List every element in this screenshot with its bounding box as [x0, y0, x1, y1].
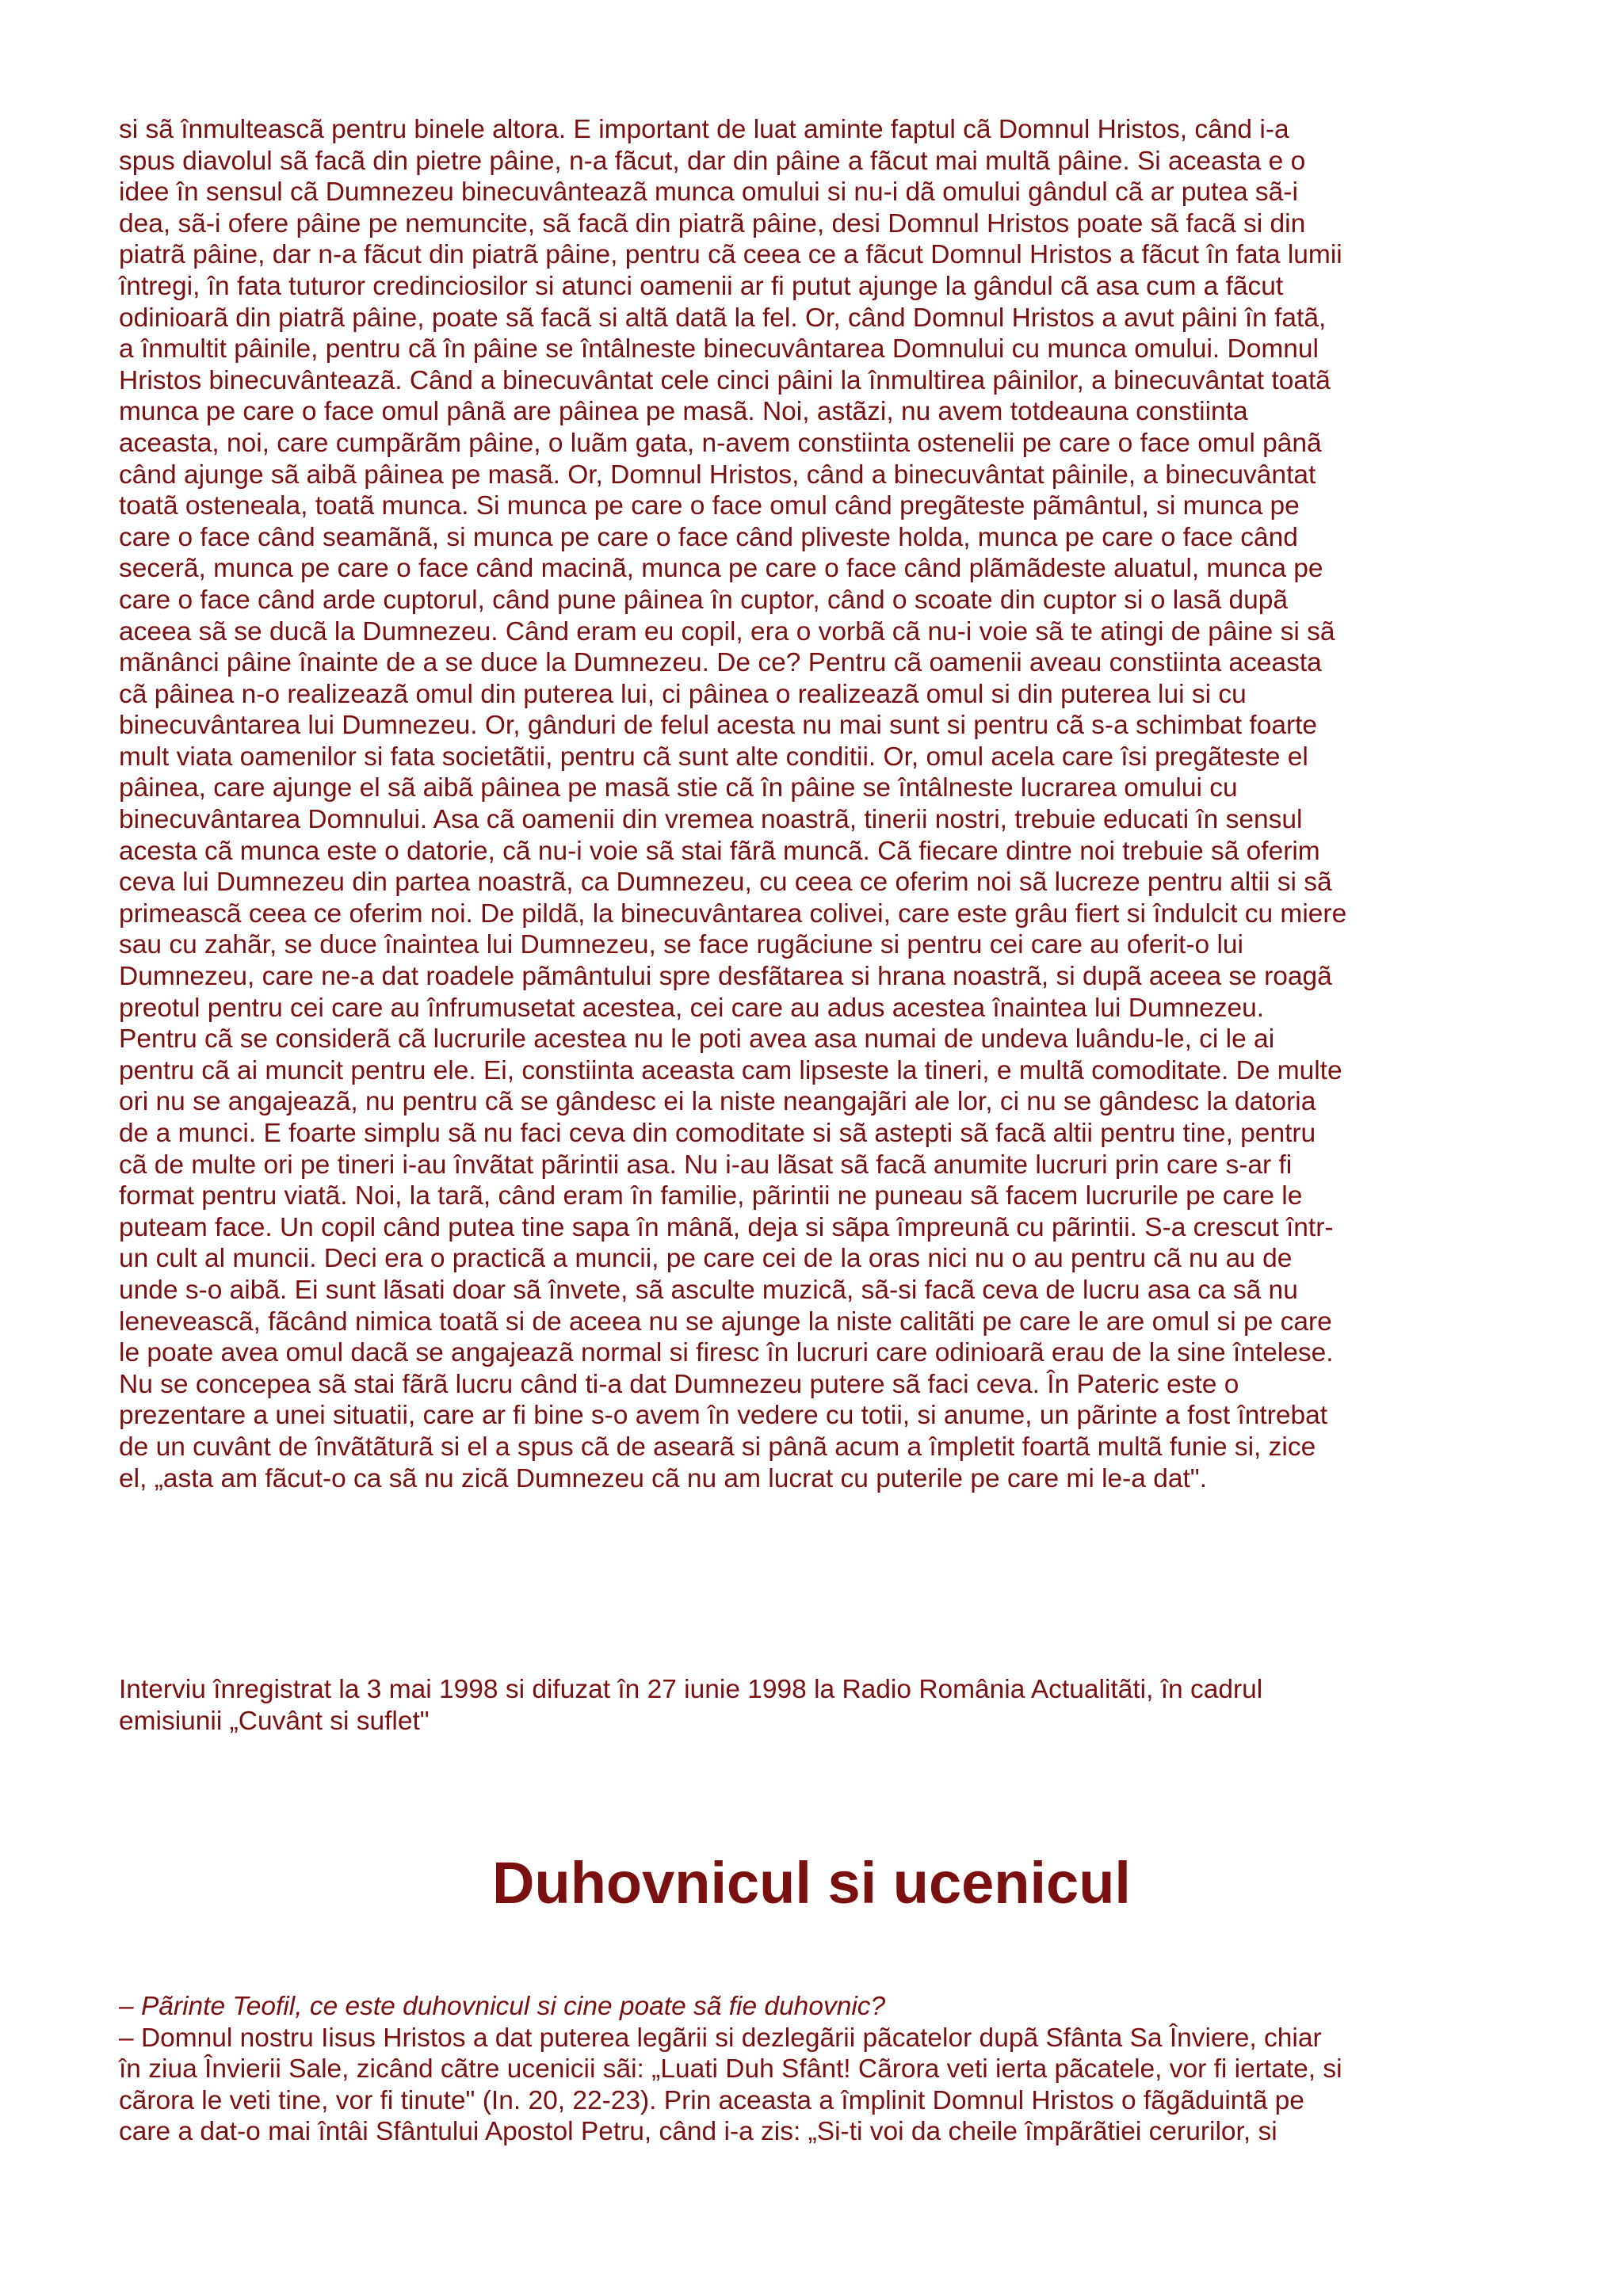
- body-text-line: Pentru cã se considerã cã lucrurile acestea nu le poti avea asa numai de undeva luându-le, ci le ai: [119, 1024, 1275, 1055]
- body-text-line: întregi, în fata tuturor credinciosilor si atunci oamenii ar fi putut ajunge la gândul cã asa cum a fãcut: [119, 271, 1284, 301]
- body-text-line: de un cuvânt de învãtãturã si el a spus cã de asearã si pânã acum a împletit foartã multã funie si, zice: [119, 1432, 1316, 1462]
- answer-text-line: cãrora le veti tine, vor fi tinute" (In. 20, 22-23). Prin aceasta a împlinit Domnul Hristos o fãgãduintã pe: [119, 2085, 1304, 2115]
- broadcast-note: [119, 1674, 1514, 1737]
- body-text-line: le poate avea omul dacã se angajeazã normal si firesc în lucruri care odinioarã erau de la sine întelese.: [119, 1338, 1334, 1368]
- body-text-line: format pentru viatã. Noi, la tarã, când eram în familie, pãrintii ne puneau sã facem lucrurile pe care le: [119, 1181, 1303, 1211]
- body-text-line: spus diavolul sã facã din pietre pâine, n-a fãcut, dar din pâine a fãcut mai multã pâine. Si aceasta e o: [119, 146, 1306, 176]
- note-text-line: emisiunii „Cuvânt si suflet": [119, 1706, 430, 1736]
- body-text-line: cã de multe ori pe tineri i-au învãtat pãrintii asa. Nu i-au lãsat sã facã anumite lucruri prin care s-ar fi: [119, 1150, 1293, 1180]
- body-text-line: si sã înmulteascã pentru binele altora. E important de luat aminte faptul cã Domnul Hristos, când i-a: [119, 115, 1289, 144]
- body-text-line: un cult al muncii. Deci era o practicã a muncii, pe care cei de la oras nici nu o au pentru cã nu au de: [119, 1244, 1293, 1274]
- body-text-line: pentru cã ai muncit pentru ele. Ei, constiinta aceasta cam lipseste la tineri, e multã comoditate. De multe: [119, 1055, 1342, 1085]
- body-text-line: prezentare a unei situatii, care ar fi bine s-o avem în vedere cu totii, si anume, un pãrinte a fost întrebat: [119, 1401, 1328, 1431]
- interview-section: [119, 1991, 1514, 2148]
- body-text-line: munca pe care o face omul pânã are pâinea pe masã. Noi, astãzi, nu avem totdeauna constiinta: [119, 397, 1248, 427]
- answer-text-line: în ziua Învierii Sale, zicând cãtre ucenicii sãi: „Luati Duh Sfânt! Cãrora veti ierta pãcatele, vor fi iertate, si: [119, 2054, 1342, 2084]
- body-text-line: piatrã pâine, dar n-a fãcut din piatrã pâine, pentru cã ceea ce a fãcut Domnul Hristos a fãcut în fata lumii: [119, 240, 1342, 270]
- body-text-line: secerã, munca pe care o face când macinã, munca pe care o face când plãmãdeste aluatul, munca pe: [119, 554, 1323, 584]
- body-text-line: mãnânci pâine înainte de a se duce la Dumnezeu. De ce? Pentru cã oamenii aveau constiinta aceasta: [119, 648, 1322, 678]
- body-text-line: ceva lui Dumnezeu din partea noastrã, ca Dumnezeu, cu ceea ce oferim noi sã lucreze pentru altii si sã: [119, 868, 1332, 898]
- answer-text-line: – Domnul nostru Iisus Hristos a dat puterea legãrii si dezlegãrii pãcatelor dupã Sfânta Sa Înviere, chiar: [119, 2023, 1322, 2053]
- body-text-line: ori nu se angajeazã, nu pentru cã se gândesc ei la niste neangajãri ale lor, ci nu se gândesc la datoria: [119, 1087, 1316, 1117]
- body-text-line: leneveascã, fãcând nimica toatã si de aceea nu se ajunge la niste calitãti pe care le are omul si pe care: [119, 1306, 1332, 1337]
- body-text-line: Nu se concepea sã stai fãrã lucru când ti-a dat Dumnezeu putere sã faci ceva. În Pateric este o: [119, 1369, 1239, 1399]
- body-paragraph: [119, 114, 1514, 1494]
- body-text-line: pâinea, care ajunge el sã aibã pâinea pe masã stie cã în pâine se întâlneste lucrarea omului cu: [119, 773, 1238, 803]
- body-text-line: preotul pentru cei care au înfrumusetat acestea, cei care au adus acestea înaintea lui Dumnezeu.: [119, 993, 1265, 1023]
- body-text-line: idee în sensul cã Dumnezeu binecuvânteazã munca omului si nu-i dã omului gândul cã ar putea sã-i: [119, 177, 1298, 208]
- body-text-line: mult viata oamenilor si fata societãtii, pentru cã sunt alte conditii. Or, omul acela care îsi pregãteste el: [119, 742, 1308, 772]
- body-text-line: acesta cã munca este o datorie, cã nu-i voie sã stai fãrã muncã. Cã fiecare dintre noi trebuie sã oferim: [119, 836, 1320, 866]
- body-text-line: sau cu zahãr, se duce înaintea lui Dumnezeu, se face rugãciune si pentru cei care au oferit-o lui: [119, 930, 1243, 960]
- body-text-line: toatã osteneala, toatã munca. Si munca pe care o face omul când pregãteste pãmântul, si munca pe: [119, 491, 1300, 521]
- body-text-line: primeascã ceea ce oferim noi. De pildã, la binecuvântarea colivei, care este grâu fiert si îndulcit cu miere: [119, 898, 1347, 929]
- body-text-line: binecuvântarea lui Dumnezeu. Or, gânduri de felul acesta nu mai sunt si pentru cã s-a schimbat foarte: [119, 711, 1318, 741]
- interview-question: – Pãrinte Teofil, ce este duhovnicul si cine poate sã fie duhovnic?: [119, 1992, 886, 2021]
- answer-text-line: care a dat-o mai întâi Sfântului Apostol Petru, când i-a zis: „Si-ti voi da cheile împãrãtiei cerurilor, si: [119, 2117, 1277, 2147]
- body-text-line: de a munci. E foarte simplu sã nu faci ceva din comoditate si sã astepti sã facã altii pentru tine, pentru: [119, 1119, 1316, 1148]
- chapter-title: Duhovnicul si ucenicul: [492, 1850, 1131, 1916]
- body-text-line: el, „asta am fãcut-o ca sã nu zicã Dumnezeu cã nu am lucrat cu puterile pe care mi le-a dat".: [119, 1463, 1208, 1493]
- body-text-line: puteam face. Un copil când putea tine sapa în mânã, deja si sãpa împreunã cu pãrintii. S-a crescut într-: [119, 1212, 1334, 1242]
- body-text-line: care o face când arde cuptorul, când pune pâinea în cuptor, când o scoate din cuptor si o lasã dupã: [119, 585, 1288, 615]
- interview-answer: [119, 2023, 1514, 2148]
- body-text-line: a înmultit pâinile, pentru cã în pâine se întâlneste binecuvântarea Domnului cu munca omului. Domnul: [119, 334, 1319, 364]
- body-text-line: dea, sã-i ofere pâine pe nemuncite, sã facã din piatrã pâine, desi Domnul Hristos poate sã facã si din: [119, 208, 1306, 238]
- body-text-line: odinioarã din piatrã pâine, poate sã facã si altã datã la fel. Or, când Domnul Hristos a avut pâini în fatã,: [119, 303, 1327, 333]
- body-text-line: aceasta, noi, care cumpãrãm pâine, o luãm gata, n-avem constiinta ostenelii pe care o face omul pânã: [119, 428, 1322, 458]
- body-text-line: Dumnezeu, care ne-a dat roadele pãmântului spre desfãtarea si hrana noastrã, si dupã aceea se roagã: [119, 962, 1332, 992]
- body-text-line: aceea sã se ducã la Dumnezeu. Când eram eu copil, era o vorbã cã nu-i voie sã te atingi de pâine si sã: [119, 616, 1335, 646]
- body-text-line: binecuvântarea Domnului. Asa cã oamenii din vremea noastrã, tinerii nostri, trebuie educati în sensul: [119, 805, 1303, 835]
- body-text-line: când ajunge sã aibã pâinea pe masã. Or, Domnul Hristos, când a binecuvântat pâinile, a binecuvântat: [119, 460, 1316, 490]
- body-text-line: unde s-o aibã. Ei sunt lãsati doar sã învete, sã asculte muzicã, sã-si facã ceva de lucru asa ca sã nu: [119, 1275, 1298, 1305]
- body-text-line: cã pâinea n-o realizeazã omul din puterea lui, ci pâinea o realizeazã omul si din puterea lui si cu: [119, 679, 1247, 709]
- body-text-line: care o face când seamãnã, si munca pe care o face când pliveste holda, munca pe care o face când: [119, 522, 1298, 552]
- note-text-line: Interviu înregistrat la 3 mai 1998 si difuzat în 27 iunie 1998 la Radio România Actualitãti, în cadrul: [119, 1675, 1263, 1704]
- body-text-line: Hristos binecuvânteazã. Când a binecuvântat cele cinci pâini la înmultirea pâinilor, a binecuvântat toatã: [119, 365, 1331, 395]
